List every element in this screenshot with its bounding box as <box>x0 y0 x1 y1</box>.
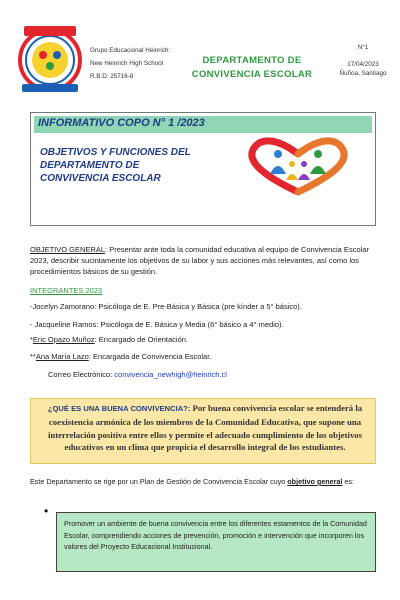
integrantes-heading: INTEGRANTES 2023 <box>30 286 103 295</box>
member-role: : Encargada de Convivencia Escolar. <box>88 352 212 361</box>
member-name: Eric Opazo Muñoz <box>32 335 95 344</box>
member-prefix: ** <box>30 352 36 361</box>
convivencia-answer: Por buena convivencia escolar se entenderá la coexistencia armónica de los miembros de la Comunidad Educativa, que supone una interrelación positiva entre ellos y permite el adecuado cumplimiento de los objetivos educativos en un clima que propicia el desarrollo integral de los estudiantes. <box>47 403 363 453</box>
objetivo-text: : Presentar ante toda la comunidad educativa al equipo de Convivencia Escolar 2023, describir sucintamente los objetivos de su labor y sus acciones más relevantes, así como los procedimientos básicos de su gestión. <box>30 245 369 276</box>
email-label: Correo Electrónico: <box>48 370 115 379</box>
subtitle <box>40 146 220 185</box>
member-name: Jacqueline Ramos <box>34 320 97 329</box>
department-title <box>178 54 326 82</box>
member-role: : Psicóloga de E. Pre-Básica y Básica (pre kínder a 5° básico). <box>94 302 302 311</box>
subtitle-line-2: DEPARTAMENTO DE <box>40 160 140 171</box>
bullet-icon: • <box>44 504 49 518</box>
member-role: : Psicóloga de E. Básica y Media (6° básico a 4° medio). <box>96 320 284 329</box>
objetivo-label: OBJETIVO GENERAL <box>30 245 106 254</box>
member-prefix: - <box>30 320 35 329</box>
department-line-2: CONVIVENCIA ESCOLAR <box>191 69 313 80</box>
copo-logo <box>10 22 90 102</box>
member-item <box>30 320 284 329</box>
plan-emphasis: objetivo general <box>287 477 343 486</box>
member-name: Ana María Lazo <box>35 352 89 361</box>
member-name: Jocelyn Zamorano <box>32 302 95 311</box>
member-role: : Encargado de Orientación. <box>94 335 189 344</box>
hands-heart-family-icon <box>240 134 356 198</box>
convivencia-question: ¿QUÉ ES UNA BUENA CONVIVENCIA?: <box>47 404 191 413</box>
issue-date: 17/04/2023 <box>347 61 379 68</box>
member-item <box>30 352 211 361</box>
plan-text-end: es: <box>342 477 355 486</box>
department-line-1: DEPARTAMENTO DE <box>202 55 302 66</box>
school-line-1: Grupo Educacional Heinrich: <box>90 47 171 54</box>
member-prefix: - <box>30 302 33 311</box>
issue-place: Ñuñoa, Santiago <box>339 70 387 77</box>
informativo-heading: INFORMATIVO COPO N° 1 /2023 <box>38 117 205 129</box>
convivencia-definition <box>40 402 370 454</box>
date-place <box>332 60 394 78</box>
school-line-3: R.B.D: 25716-8 <box>90 73 134 80</box>
email-link[interactable]: convivencia_newhigh@heinrich.cl <box>114 370 227 379</box>
subtitle-line-1: OBJETIVOS Y FUNCIONES DEL <box>40 147 191 158</box>
objective-text: Promover un ambiente de buena convivencia entre los diferentes estamentos de la Comunidad Escolar, comprendiendo acciones de prevención, promoción e intervención que incorporen los valores del Proyecto Educacional Institucional. <box>64 519 367 551</box>
member-prefix: * <box>30 335 33 344</box>
issue-number: N°1 <box>357 44 369 51</box>
school-info <box>90 44 170 83</box>
objetivo-general <box>30 244 376 277</box>
subtitle-line-3: CONVIVENCIA ESCOLAR <box>40 173 161 184</box>
plan-intro <box>30 476 376 487</box>
member-item <box>30 302 302 311</box>
school-line-2: New Heinrich High School <box>90 60 164 67</box>
email-line <box>48 370 227 379</box>
plan-text: Este Departamento se rige por un Plan de Gestión de Convivencia Escolar cuyo <box>30 477 288 486</box>
member-item <box>30 335 188 344</box>
